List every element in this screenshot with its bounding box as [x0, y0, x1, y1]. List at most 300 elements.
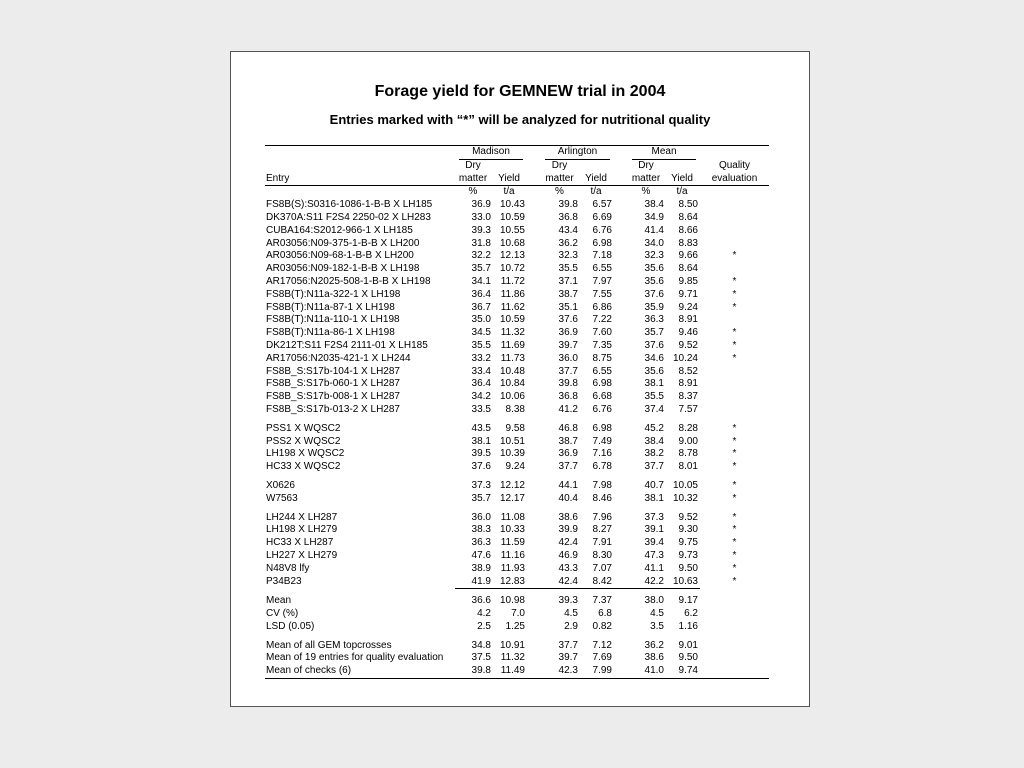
madison-dry-matter: 36.0	[471, 511, 491, 523]
mean-dry-matter: 41.4	[644, 224, 664, 236]
table-row	[265, 595, 769, 608]
entry-name: LH244 X LH287	[266, 511, 338, 523]
table-row	[265, 238, 769, 251]
table-row	[265, 404, 769, 417]
matter-label: matter	[527, 173, 578, 186]
table-row	[265, 314, 769, 327]
arlington-yield: 7.07	[592, 562, 612, 574]
mean-yield: 8.64	[678, 211, 698, 223]
mean-dry-matter: 40.7	[644, 479, 664, 491]
table-row	[265, 621, 769, 634]
arlington-yield: 7.69	[592, 652, 612, 664]
madison-yield: 10.91	[499, 639, 525, 651]
arlington-dry-matter: 35.5	[558, 263, 578, 275]
mean-dry-matter: 34.6	[644, 352, 664, 364]
quality-mark: *	[732, 461, 737, 473]
table-row	[265, 563, 769, 576]
unit-tons-per-acre: t/a	[590, 186, 602, 198]
mean-yield: 9.73	[678, 549, 698, 561]
arlington-dry-matter: 38.7	[558, 435, 578, 447]
mean-dry-matter: 35.7	[644, 327, 664, 339]
arlington-dry-matter: 4.5	[564, 608, 578, 620]
madison-dry-matter: 47.6	[471, 549, 491, 561]
entry-name: FS8B(T):N11a-110-1 X LH198	[266, 314, 400, 326]
arlington-yield: 7.16	[592, 448, 612, 460]
table-row	[265, 289, 769, 302]
madison-dry-matter: 41.9	[455, 576, 491, 589]
mean-yield: 8.83	[678, 237, 698, 249]
matter-label: matter	[455, 173, 491, 186]
mean-yield: 9.66	[678, 250, 698, 262]
arlington-dry-matter: 40.4	[558, 492, 578, 504]
madison-dry-matter: 2.5	[477, 620, 491, 632]
table-body	[265, 199, 769, 678]
arlington-dry-matter: 36.0	[558, 352, 578, 364]
arlington-yield: 6.57	[592, 199, 612, 211]
arlington-dry-matter: 41.2	[558, 403, 578, 415]
mean-dry-matter: 38.4	[644, 199, 664, 211]
quality-label: Quality	[718, 159, 751, 171]
arlington-dry-matter: 37.7	[558, 639, 578, 651]
mean-yield: 9.24	[678, 301, 698, 313]
group-header-row	[265, 146, 769, 160]
mean-dry-matter: 38.0	[644, 595, 664, 607]
arlington-dry-matter: 44.1	[558, 479, 578, 491]
madison-dry-matter: 38.3	[471, 524, 491, 536]
arlington-yield: 7.12	[592, 639, 612, 651]
arlington-dry-matter: 39.9	[558, 524, 578, 536]
mean-dry-matter: 38.4	[644, 435, 664, 447]
arlington-dry-matter: 38.6	[558, 511, 578, 523]
arlington-yield: 8.46	[592, 492, 612, 504]
quality-mark: *	[732, 288, 737, 300]
quality-mark	[700, 263, 769, 276]
mean-yield: 8.91	[678, 314, 698, 326]
mean-dry-matter: 36.3	[644, 314, 664, 326]
entry-name: LH198 X LH279	[266, 524, 338, 536]
madison-yield: 10.33	[499, 524, 525, 536]
mean-yield: 9.17	[678, 595, 698, 607]
quality-mark: *	[732, 537, 737, 549]
table-row	[265, 276, 769, 289]
mean-dry-matter: 36.2	[644, 639, 664, 651]
entry-name: FS8B_S:S17b-060-1 X LH287	[266, 378, 400, 390]
dry-label: Dry	[551, 159, 568, 171]
arlington-yield: 6.55	[592, 263, 612, 275]
entry-name: AR03056:N09-68-1-B-B X LH200	[266, 250, 414, 262]
arlington-dry-matter: 39.3	[558, 595, 578, 607]
table-row	[265, 608, 769, 621]
table-row	[265, 665, 769, 678]
entry-name: N48V8 lfy	[266, 562, 310, 574]
quality-mark: *	[732, 524, 737, 536]
entry-name: LH227 X LH279	[266, 549, 338, 561]
mean-dry-matter: 37.4	[644, 403, 664, 415]
arlington-yield: 7.37	[592, 595, 612, 607]
madison-yield: 10.59	[499, 314, 525, 326]
mean-yield: 9.00	[678, 435, 698, 447]
quality-mark	[700, 640, 769, 653]
madison-dry-matter: 37.5	[471, 652, 491, 664]
mean-dry-matter: 38.6	[644, 652, 664, 664]
mean-dry-matter: 4.5	[650, 608, 664, 620]
mean-dry-matter: 35.9	[644, 301, 664, 313]
madison-dry-matter: 38.1	[471, 435, 491, 447]
entry-header: Entry	[265, 173, 455, 186]
arlington-dry-matter: 46.9	[558, 549, 578, 561]
madison-yield: 1.25	[505, 620, 525, 632]
subheader-row-1	[265, 160, 769, 173]
quality-mark	[700, 225, 769, 238]
arlington-yield: 6.98	[592, 378, 612, 390]
arlington-dry-matter: 37.7	[558, 365, 578, 377]
madison-yield: 12.12	[499, 479, 525, 491]
entry-name: CV (%)	[266, 608, 299, 620]
entry-name: Mean of 19 entries for quality evaluation	[266, 652, 444, 664]
table-row	[265, 423, 769, 436]
units-row	[265, 186, 769, 199]
entry-name: FS8B_S:S17b-104-1 X LH287	[266, 365, 400, 377]
quality-mark	[700, 199, 769, 212]
entry-name: W7563	[266, 492, 298, 504]
mean-yield: 8.28	[678, 422, 698, 434]
group-arlington: Arlington	[545, 146, 610, 160]
mean-dry-matter: 38.1	[644, 492, 664, 504]
mean-yield: 9.71	[678, 288, 698, 300]
mean-dry-matter: 47.3	[644, 549, 664, 561]
madison-yield: 10.72	[499, 263, 525, 275]
table-row	[265, 550, 769, 563]
madison-dry-matter: 35.7	[471, 492, 491, 504]
arlington-yield: 6.86	[592, 301, 612, 313]
mean-dry-matter: 37.6	[644, 339, 664, 351]
arlington-dry-matter: 32.3	[558, 250, 578, 262]
madison-yield: 10.51	[499, 435, 525, 447]
arlington-yield: 6.68	[592, 391, 612, 403]
arlington-yield: 8.75	[592, 352, 612, 364]
table-row	[265, 391, 769, 404]
mean-dry-matter: 37.3	[644, 511, 664, 523]
madison-yield: 11.93	[500, 562, 525, 574]
arlington-dry-matter: 39.7	[558, 339, 578, 351]
madison-yield: 11.32	[500, 652, 525, 664]
madison-dry-matter: 39.3	[471, 224, 491, 236]
quality-mark: *	[732, 448, 737, 460]
entry-name: AR17056:N2035-421-1 X LH244	[266, 352, 411, 364]
quality-mark	[700, 212, 769, 225]
entry-name: AR03056:N09-375-1-B-B X LH200	[266, 237, 420, 249]
arlington-yield: 7.22	[592, 314, 612, 326]
entry-name: P34B23	[266, 576, 302, 587]
mean-dry-matter: 39.1	[644, 524, 664, 536]
arlington-yield: 6.98	[592, 237, 612, 249]
entry-name: X0626	[266, 479, 295, 491]
arlington-yield: 6.55	[592, 365, 612, 377]
arlington-yield: 7.18	[592, 250, 612, 262]
group-mean: Mean	[632, 146, 696, 160]
entry-name: Mean of all GEM topcrosses	[266, 639, 392, 651]
table-row	[265, 493, 769, 506]
entry-name: FS8B_S:S17b-013-2 X LH287	[266, 403, 400, 415]
mean-yield: 9.75	[678, 537, 698, 549]
arlington-dry-matter: 36.8	[558, 391, 578, 403]
madison-yield: 7.0	[511, 608, 525, 620]
entry-name: FS8B(T):N11a-322-1 X LH198	[266, 288, 401, 300]
entry-name: FS8B(T):N11a-86-1 X LH198	[266, 327, 395, 339]
quality-mark: *	[732, 479, 737, 491]
arlington-yield: 7.35	[592, 339, 612, 351]
mean-yield: 8.52	[678, 365, 698, 377]
entry-name: AR17056:N2025-508-1-B-B X LH198	[266, 275, 431, 287]
slide-page	[230, 51, 810, 707]
mean-yield: 8.50	[678, 199, 698, 211]
mean-yield: 7.57	[678, 403, 698, 415]
madison-yield: 8.38	[505, 403, 525, 415]
evaluation-label: evaluation	[700, 173, 769, 186]
entry-name: Mean of checks (6)	[265, 665, 455, 678]
arlington-dry-matter: 43.3	[558, 562, 578, 574]
mean-dry-matter: 35.6	[644, 275, 664, 287]
madison-dry-matter: 35.0	[471, 314, 491, 326]
mean-dry-matter: 3.5	[650, 620, 664, 632]
madison-dry-matter: 37.3	[471, 479, 491, 491]
subheader-row-2	[265, 173, 769, 186]
madison-dry-matter: 34.8	[471, 639, 491, 651]
arlington-yield: 8.27	[592, 524, 612, 536]
quality-mark: *	[732, 250, 737, 262]
madison-yield: 11.49	[491, 665, 527, 678]
entry-name: Mean	[266, 595, 292, 607]
arlington-yield: 7.97	[592, 275, 612, 287]
madison-yield: 10.39	[499, 448, 525, 460]
table-row	[265, 378, 769, 391]
mean-yield: 6.2	[684, 608, 698, 620]
madison-dry-matter: 33.4	[471, 365, 491, 377]
arlington-dry-matter: 36.2	[558, 237, 578, 249]
mean-dry-matter: 38.2	[644, 448, 664, 460]
madison-yield: 11.59	[500, 537, 525, 549]
madison-dry-matter: 33.5	[471, 403, 491, 415]
arlington-yield: 6.78	[592, 461, 612, 473]
arlington-dry-matter: 42.4	[527, 576, 578, 589]
madison-yield: 10.68	[499, 237, 525, 249]
madison-yield: 9.24	[505, 461, 525, 473]
mean-yield: 9.52	[678, 511, 698, 523]
unit-percent: %	[555, 186, 564, 198]
mean-dry-matter: 38.1	[644, 378, 664, 390]
mean-dry-matter: 45.2	[644, 422, 664, 434]
arlington-yield: 7.91	[592, 537, 612, 549]
arlington-dry-matter: 39.7	[558, 652, 578, 664]
mean-yield: 8.64	[678, 263, 698, 275]
mean-dry-matter: 34.0	[644, 237, 664, 249]
mean-dry-matter: 42.2	[614, 576, 664, 589]
arlington-dry-matter: 36.8	[558, 211, 578, 223]
quality-mark	[700, 608, 769, 621]
mean-yield: 8.37	[678, 391, 698, 403]
mean-yield: 9.30	[678, 524, 698, 536]
madison-yield: 12.13	[499, 250, 525, 262]
madison-yield: 10.48	[499, 365, 525, 377]
arlington-yield: 7.99	[578, 665, 614, 678]
table-row	[265, 524, 769, 537]
matter-label: matter	[614, 173, 664, 186]
madison-dry-matter: 34.2	[471, 391, 491, 403]
arlington-dry-matter: 39.8	[558, 199, 578, 211]
arlington-dry-matter: 37.6	[558, 314, 578, 326]
arlington-yield: 6.76	[592, 224, 612, 236]
table-row	[265, 652, 769, 665]
quality-mark: *	[732, 549, 737, 561]
mean-dry-matter: 32.3	[644, 250, 664, 262]
yield-label: Yield	[491, 173, 527, 186]
mean-yield: 9.50	[678, 652, 698, 664]
mean-yield: 9.50	[678, 562, 698, 574]
table-row	[265, 461, 769, 474]
madison-dry-matter: 37.6	[471, 461, 491, 473]
mean-dry-matter: 37.6	[644, 288, 664, 300]
madison-yield: 11.69	[500, 339, 525, 351]
madison-dry-matter: 43.5	[471, 422, 491, 434]
mean-yield: 10.63	[664, 576, 700, 589]
quality-mark	[700, 238, 769, 251]
quality-mark	[700, 391, 769, 404]
mean-yield: 10.32	[672, 492, 698, 504]
table-row	[265, 366, 769, 379]
entry-name: FS8B(T):N11a-87-1 X LH198	[266, 301, 395, 313]
table-row	[265, 480, 769, 493]
quality-mark	[700, 665, 769, 678]
arlington-yield: 6.69	[592, 211, 612, 223]
madison-dry-matter: 34.5	[471, 327, 491, 339]
mean-yield: 9.85	[678, 275, 698, 287]
table-row	[265, 353, 769, 366]
madison-dry-matter: 36.7	[471, 301, 491, 313]
table-row	[265, 640, 769, 653]
arlington-yield: 8.30	[592, 549, 612, 561]
madison-yield: 10.59	[499, 211, 525, 223]
mean-dry-matter: 37.7	[644, 461, 664, 473]
page-subtitle: Entries marked with “*” will be analyzed for nutritional quality	[329, 112, 711, 127]
mean-yield: 9.46	[678, 327, 698, 339]
mean-yield: 9.52	[678, 339, 698, 351]
entry-name: LH198 X WQSC2	[266, 448, 345, 460]
madison-dry-matter: 39.5	[471, 448, 491, 460]
madison-dry-matter: 4.2	[477, 608, 491, 620]
madison-dry-matter: 35.7	[471, 263, 491, 275]
arlington-dry-matter: 42.3	[527, 665, 578, 678]
quality-mark: *	[732, 435, 737, 447]
entry-name: LSD (0.05)	[266, 620, 315, 632]
yield-label: Yield	[578, 173, 614, 186]
madison-dry-matter: 36.9	[471, 199, 491, 211]
madison-yield: 11.62	[500, 301, 525, 313]
mean-dry-matter: 34.9	[644, 211, 664, 223]
table-row	[265, 263, 769, 276]
madison-yield: 9.58	[505, 422, 525, 434]
arlington-dry-matter: 39.8	[558, 378, 578, 390]
mean-yield: 10.05	[672, 479, 698, 491]
madison-dry-matter: 35.5	[471, 339, 491, 351]
table-row	[265, 512, 769, 525]
madison-yield: 11.32	[500, 327, 525, 339]
madison-yield: 10.98	[499, 595, 525, 607]
mean-dry-matter: 35.6	[644, 365, 664, 377]
arlington-yield: 6.98	[592, 422, 612, 434]
arlington-dry-matter: 37.1	[558, 275, 578, 287]
quality-mark	[700, 652, 769, 665]
arlington-dry-matter: 36.9	[558, 448, 578, 460]
arlington-dry-matter: 46.8	[558, 422, 578, 434]
entry-name: FS8B(S):S0316-1086-1-B-B X LH185	[266, 199, 433, 211]
table-row	[265, 212, 769, 225]
mean-yield: 1.16	[678, 620, 698, 632]
entry-name: HC33 X WQSC2	[266, 461, 341, 473]
unit-percent: %	[468, 186, 478, 198]
madison-dry-matter: 33.2	[471, 352, 491, 364]
quality-mark: *	[732, 576, 737, 587]
table-row	[265, 199, 769, 212]
table-row	[265, 537, 769, 550]
madison-yield: 10.06	[499, 391, 525, 403]
mean-yield: 8.01	[678, 461, 698, 473]
quality-mark: *	[732, 275, 737, 287]
mean-dry-matter: 41.0	[614, 665, 664, 678]
arlington-yield: 8.42	[578, 576, 614, 589]
arlington-dry-matter: 37.7	[558, 461, 578, 473]
madison-yield: 11.72	[500, 275, 525, 287]
madison-dry-matter: 31.8	[471, 237, 491, 249]
yield-label: Yield	[664, 173, 700, 186]
mean-yield: 9.74	[664, 665, 700, 678]
entry-name: PSS2 X WQSC2	[266, 435, 341, 447]
entry-name: AR03056:N09-182-1-B-B X LH198	[266, 263, 420, 275]
quality-mark: *	[732, 492, 737, 504]
madison-yield: 11.86	[500, 288, 525, 300]
group-madison: Madison	[459, 146, 523, 160]
quality-mark: *	[732, 511, 737, 523]
quality-mark	[700, 366, 769, 379]
table-row	[265, 250, 769, 263]
mean-dry-matter: 41.1	[644, 562, 664, 574]
arlington-yield: 7.96	[592, 511, 612, 523]
madison-dry-matter: 36.3	[471, 537, 491, 549]
madison-dry-matter: 33.0	[471, 211, 491, 223]
madison-dry-matter: 36.4	[471, 378, 491, 390]
entry-name: HC33 X LH287	[266, 537, 334, 549]
mean-yield: 8.66	[678, 224, 698, 236]
table-row	[265, 225, 769, 238]
table-row	[265, 576, 769, 589]
arlington-dry-matter: 2.9	[564, 620, 578, 632]
forage-yield-table	[265, 145, 769, 679]
quality-mark: *	[732, 562, 737, 574]
quality-mark: *	[732, 327, 737, 339]
madison-dry-matter: 36.4	[471, 288, 491, 300]
entry-name: FS8B_S:S17b-008-1 X LH287	[266, 391, 400, 403]
entry-name: CUBA164:S2012-966-1 X LH185	[266, 224, 413, 236]
mean-yield: 8.78	[678, 448, 698, 460]
quality-mark: *	[732, 422, 737, 434]
quality-mark: *	[732, 339, 737, 351]
arlington-yield: 7.98	[592, 479, 612, 491]
table-row	[265, 340, 769, 353]
madison-yield: 11.08	[500, 511, 525, 523]
arlington-dry-matter: 38.7	[558, 288, 578, 300]
madison-dry-matter: 38.9	[471, 562, 491, 574]
mean-dry-matter: 39.4	[644, 537, 664, 549]
madison-yield: 10.84	[499, 378, 525, 390]
